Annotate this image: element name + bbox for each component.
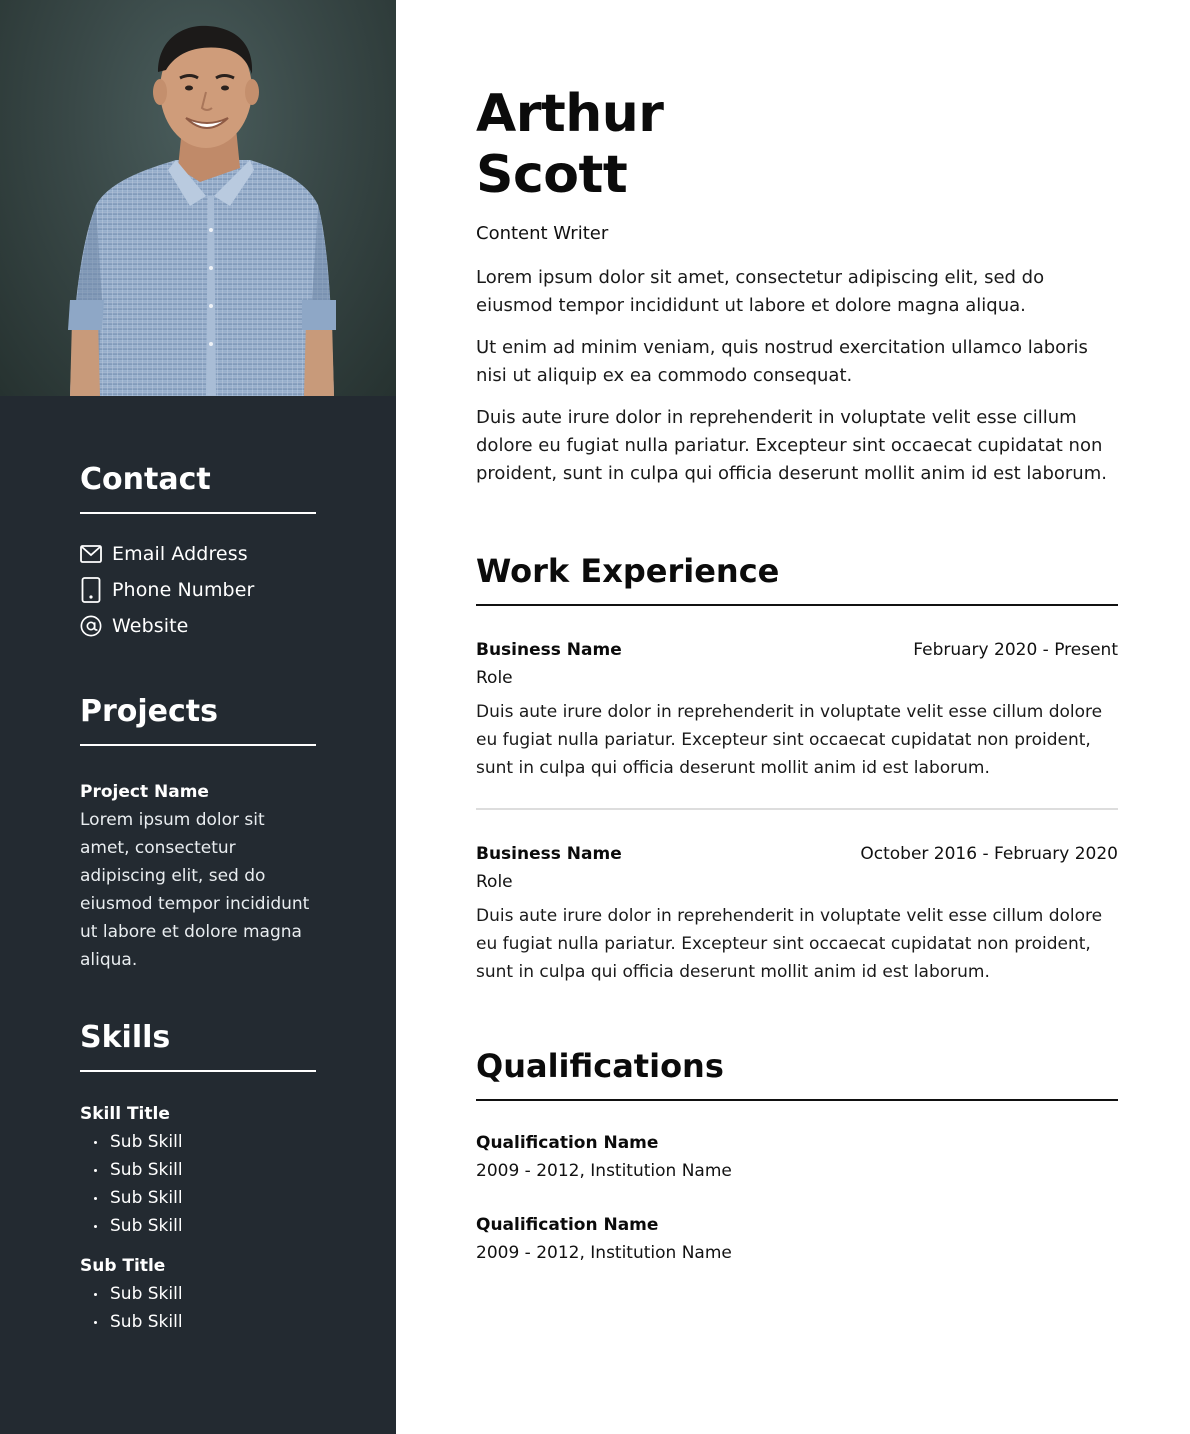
- skills-heading: Skills: [80, 1020, 316, 1072]
- project-description: Lorem ipsum dolor sit amet, consectetur adipiscing elit, sed do eiusmod tempor incididunt ut labore et dolore magna aliqua.: [80, 810, 310, 970]
- qualification-entry: [476, 1129, 1118, 1185]
- skills-section: [80, 1020, 316, 1336]
- sidebar: [0, 0, 396, 1434]
- work-experience-section: [476, 552, 1118, 1012]
- skill-item: Sub Skill: [80, 1308, 316, 1336]
- contact-list: [80, 536, 316, 644]
- contact-email-label: Email Address: [112, 543, 248, 565]
- contact-email[interactable]: [80, 536, 316, 572]
- job-dates: February 2020 - Present: [913, 640, 1118, 660]
- job-business: Business Name: [476, 844, 622, 864]
- contact-website-label: Website: [112, 615, 189, 637]
- job-entry: [476, 606, 1118, 808]
- qualification-name: Qualification Name: [476, 1215, 659, 1235]
- work-experience-heading: Work Experience: [476, 552, 1118, 606]
- qualification-name: Qualification Name: [476, 1133, 659, 1153]
- contact-phone[interactable]: [80, 572, 316, 608]
- intro-paragraph: Duis aute irure dolor in reprehenderit in voluptate velit esse cillum dolore eu fugiat nulla pariatur. Excepteur sint occaecat cupidatat non proident, sunt in culpa qui officia deserunt mollit anim id est laborum.: [476, 407, 1107, 484]
- contact-heading: Contact: [80, 462, 316, 514]
- contact-phone-label: Phone Number: [112, 579, 255, 601]
- skill-list: [80, 1280, 316, 1336]
- projects-section: [80, 694, 316, 974]
- last-name: Scott: [476, 145, 628, 205]
- job-header: [476, 636, 1118, 664]
- first-name: Arthur: [476, 84, 664, 144]
- job-header: [476, 840, 1118, 868]
- skill-item: Sub Skill: [80, 1128, 316, 1156]
- skill-item: Sub Skill: [80, 1184, 316, 1212]
- qualifications-section: [476, 1047, 1118, 1267]
- skill-list: [80, 1128, 316, 1240]
- profile-photo-illustration: [0, 0, 396, 396]
- envelope-icon: [80, 541, 102, 567]
- profile-photo: [0, 0, 396, 396]
- contact-website[interactable]: [80, 608, 316, 644]
- skill-group: [80, 1100, 316, 1240]
- job-description: Duis aute irure dolor in reprehenderit in voluptate velit esse cillum dolore eu fugiat nulla pariatur. Excepteur sint occaecat cupidatat non proident, sunt in culpa qui officia deserunt mollit anim id est laborum.: [476, 702, 1103, 778]
- intro-paragraph: Lorem ipsum dolor sit amet, consectetur adipiscing elit, sed do eiusmod tempor incididunt ut labore et dolore magna aliqua.: [476, 267, 1045, 316]
- job-business: Business Name: [476, 640, 622, 660]
- job-dates: October 2016 - February 2020: [860, 844, 1118, 864]
- qualification-detail: 2009 - 2012, Institution Name: [476, 1161, 732, 1181]
- contact-section: [80, 462, 316, 644]
- project-name: Project Name: [80, 782, 209, 802]
- qualifications-heading: Qualifications: [476, 1047, 1118, 1101]
- phone-icon: [80, 577, 102, 603]
- qualification-detail: 2009 - 2012, Institution Name: [476, 1243, 732, 1263]
- skill-group-title: Sub Title: [80, 1256, 166, 1276]
- skill-item: Sub Skill: [80, 1212, 316, 1240]
- job-role: Role: [476, 668, 513, 688]
- job-role: Role: [476, 872, 513, 892]
- skill-group: [80, 1252, 316, 1336]
- projects-heading: Projects: [80, 694, 316, 746]
- job-entry: [476, 808, 1118, 1012]
- qualification-entry: [476, 1211, 1118, 1267]
- skill-item: Sub Skill: [80, 1280, 316, 1308]
- skill-group-title: Skill Title: [80, 1104, 170, 1124]
- person-name: [476, 84, 976, 206]
- job-title: Content Writer: [476, 223, 609, 244]
- intro-summary: [476, 264, 1118, 502]
- at-sign-icon: [80, 613, 102, 639]
- skill-item: Sub Skill: [80, 1156, 316, 1184]
- job-description: Duis aute irure dolor in reprehenderit in voluptate velit esse cillum dolore eu fugiat nulla pariatur. Excepteur sint occaecat cupidatat non proident, sunt in culpa qui officia deserunt mollit anim id est laborum.: [476, 906, 1103, 982]
- intro-paragraph: Ut enim ad minim veniam, quis nostrud exercitation ullamco laboris nisi ut aliquip ex ea commodo consequat.: [476, 337, 1088, 386]
